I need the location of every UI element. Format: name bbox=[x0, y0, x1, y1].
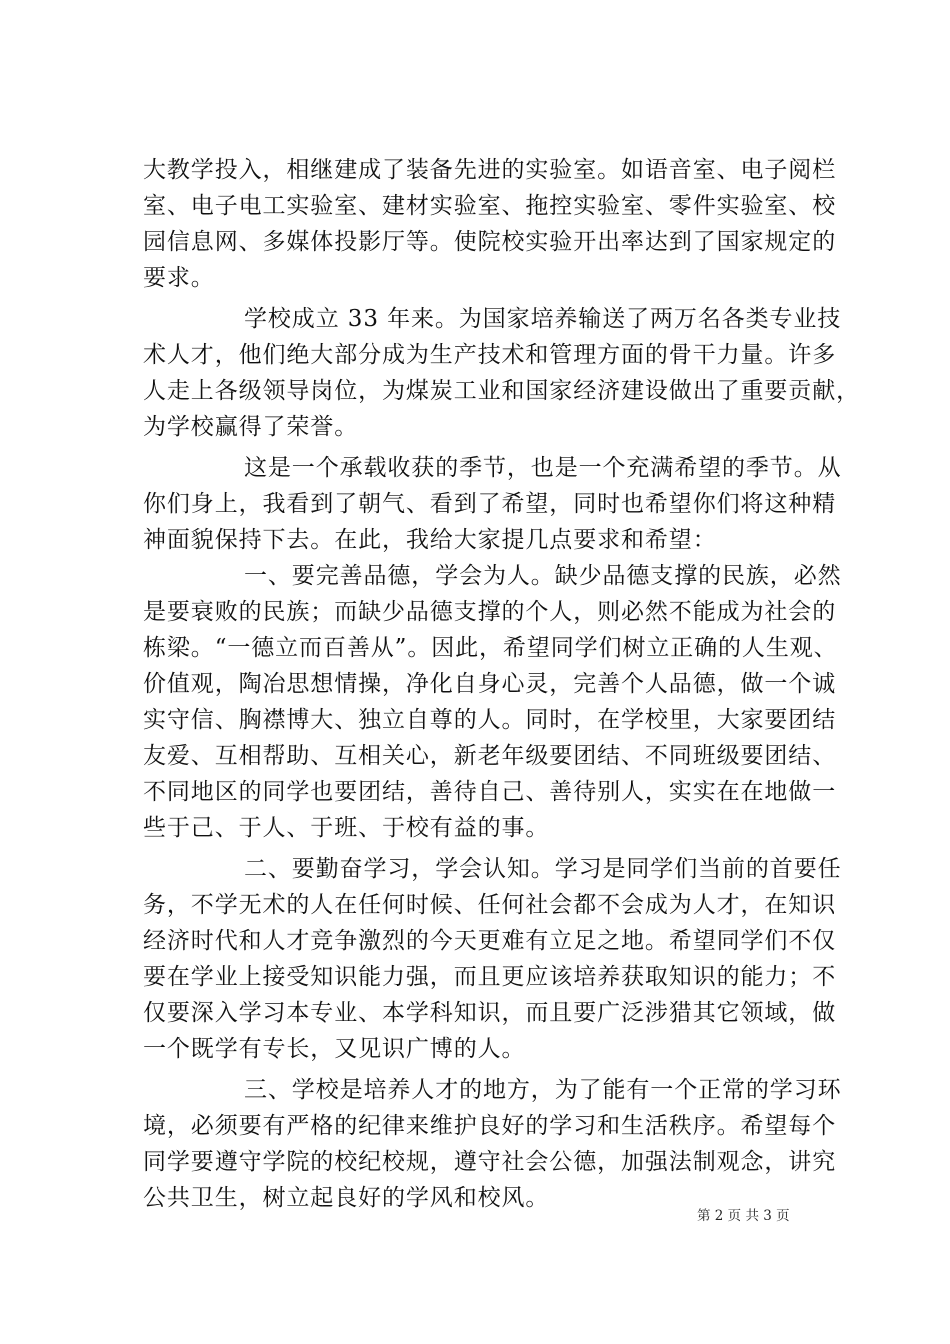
text-line: 术人才，他们绝大部分成为生产技术和管理方面的骨干力量。许多 bbox=[143, 342, 837, 368]
paragraph-first-line: 学校成立 33 年来。为国家培养输送了两万名各类专业技 bbox=[244, 306, 842, 332]
text-line: 同学要遵守学院的校纪校规，遵守社会公德，加强法制观念，讲究 bbox=[143, 1149, 837, 1175]
text-line: 境，必须要有严格的纪律来维护良好的学习和生活秩序。希望每个 bbox=[143, 1113, 837, 1139]
text-line: 要在学业上接受知识能力强，而且更应该培养获取知识的能力；不 bbox=[143, 964, 837, 990]
paragraph-first-line: 二、要勤奋学习，学会认知。学习是同学们当前的首要任 bbox=[244, 856, 842, 882]
paragraph-first-line: 一、要完善品德，学会为人。缺少品德支撑的民族，必然 bbox=[244, 563, 842, 589]
paragraph-first-line: 三、学校是培养人才的地方，为了能有一个正常的学习环 bbox=[244, 1077, 842, 1103]
text-line: 经济时代和人才竞争激烈的今天更难有立足之地。希望同学们不仅 bbox=[143, 928, 837, 954]
text-line: 要求。 bbox=[143, 265, 215, 291]
text-line: 公共卫生，树立起良好的学风和校风。 bbox=[143, 1185, 550, 1211]
text-line: 些于己、于人、于班、于校有益的事。 bbox=[143, 815, 550, 841]
page-number-footer: 第 2 页 共 3 页 bbox=[697, 1208, 790, 1224]
text-line: 实守信、胸襟博大、独立自尊的人。同时，在学校里，大家要团结 bbox=[143, 707, 837, 733]
text-line: 园信息网、多媒体投影厅等。使院校实验开出率达到了国家规定的 bbox=[143, 229, 837, 255]
text-line: 仅要深入学习本专业、本学科知识，而且要广泛涉猎其它领域，做 bbox=[143, 1000, 837, 1026]
text-line: 栋梁。“一德立而百善从”。因此，希望同学们树立正确的人生观、 bbox=[143, 635, 838, 661]
paragraph-first-line: 这是一个承载收获的季节，也是一个充满希望的季节。从 bbox=[244, 455, 842, 481]
text-line: 神面貌保持下去。在此，我给大家提几点要求和希望： bbox=[143, 527, 717, 553]
text-line: 为学校赢得了荣誉。 bbox=[143, 414, 359, 440]
text-line: 务，不学无术的人在任何时候、任何社会都不会成为人才，在知识 bbox=[143, 892, 837, 918]
text-line: 友爱、互相帮助、互相关心，新老年级要团结、不同班级要团结、 bbox=[143, 743, 837, 769]
text-line: 是要衰败的民族；而缺少品德支撑的个人，则必然不能成为社会的 bbox=[143, 599, 837, 625]
text-line: 人走上各级领导岗位，为煤炭工业和国家经济建设做出了重要贡献， bbox=[143, 378, 860, 404]
text-line: 你们身上，我看到了朝气、看到了希望，同时也希望你们将这种精 bbox=[143, 491, 837, 517]
text-line: 一个既学有专长，又见识广博的人。 bbox=[143, 1036, 526, 1062]
text-line: 大教学投入，相继建成了装备先进的实验室。如语音室、电子阅栏 bbox=[143, 157, 837, 183]
text-line: 室、电子电工实验室、建材实验室、拖控实验室、零件实验室、校 bbox=[143, 193, 837, 219]
text-line: 价值观，陶冶思想情操，净化自身心灵，完善个人品德，做一个诚 bbox=[143, 671, 837, 697]
text-line: 不同地区的同学也要团结，善待自己、善待别人，实实在在地做一 bbox=[143, 779, 837, 805]
